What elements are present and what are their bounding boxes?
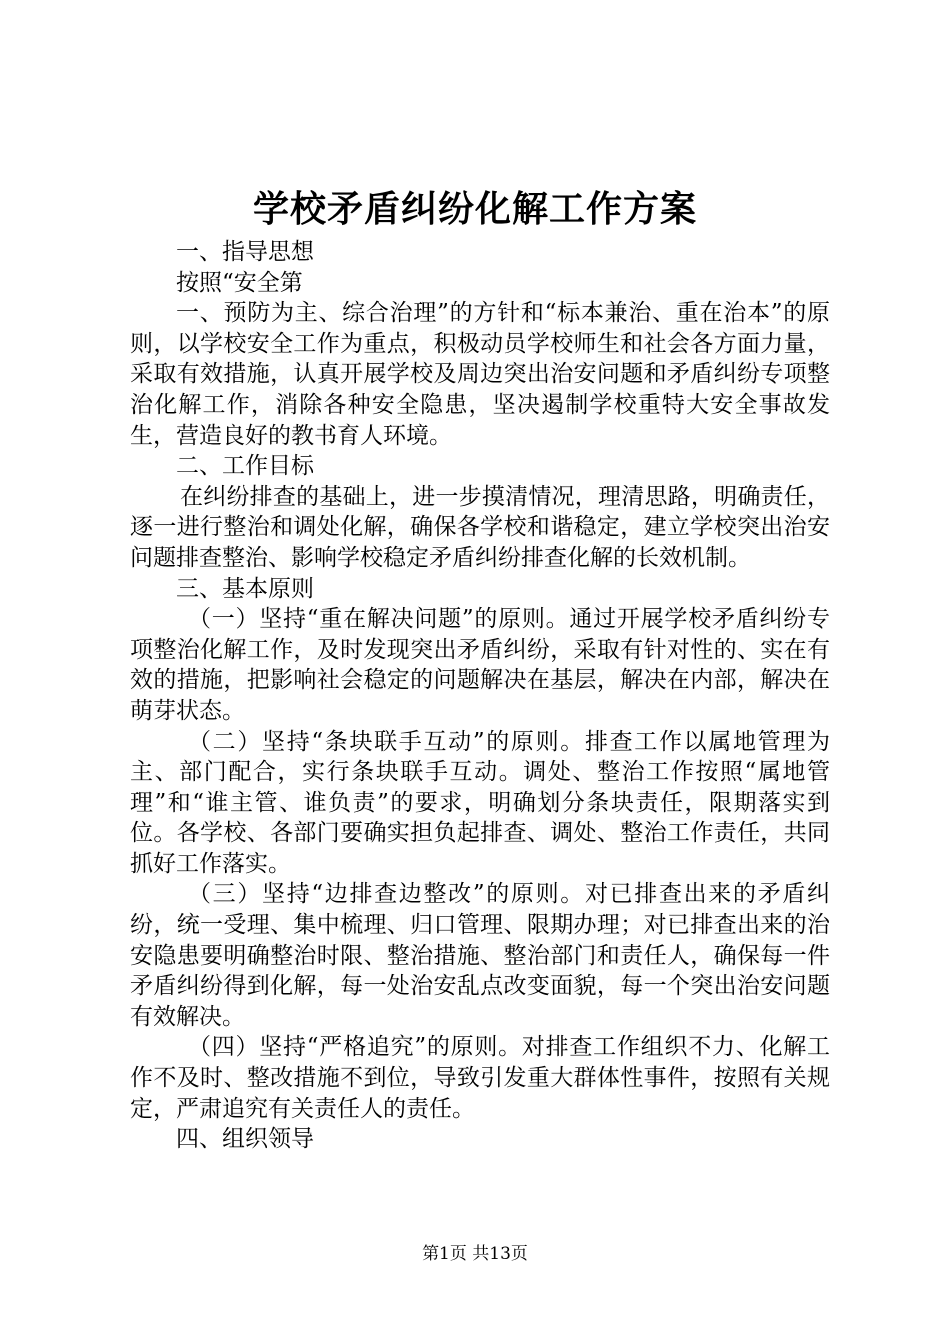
paragraph: （二）坚持“条块联手互动”的原则。排查工作以属地管理为主、部门配合，实行条块联手互动。调处、整治工作按照“属地管理”和“谁主管、谁负责”的要求，明确划分条块责任，限期落实到位。各学校、各部门要确实担负起排查、调处、整治工作责任，共同抓好工作落实。 xyxy=(130,728,830,877)
section-heading-work-goals: 二、工作目标 xyxy=(176,453,314,480)
paragraph: 一、预防为主、综合治理”的方针和“标本兼治、重在治本”的原则，以学校安全工作为重点，积极动员学校师生和社会各方面力量，采取有效措施，认真开展学校及周边突出治安问题和矛盾纠纷专项整治化解工作，消除各种安全隐患，坚决遏制学校重特大安全事故发生，营造良好的教书育人环境。 xyxy=(130,300,830,449)
paragraph: （一）坚持“重在解决问题”的原则。通过开展学校矛盾纠纷专项整治化解工作，及时发现突出矛盾纠纷，采取有针对性的、实在有效的措施，把影响社会稳定的问题解决在基层，解决在内部，解决在萌芽状态。 xyxy=(130,606,830,724)
section-heading-basic-principles: 三、基本原则 xyxy=(176,575,314,602)
section-heading-organization-leadership: 四、组织领导 xyxy=(176,1126,314,1153)
document-body xyxy=(130,237,830,1155)
paragraph: （三）坚持“边排查边整改”的原则。对已排查出来的矛盾纠纷，统一受理、集中梳理、归口管理、限期办理；对已排查出来的治安隐患要明确整治时限、整治措施、整治部门和责任人，确保每一件矛盾纠纷得到化解，每一处治安乱点改变面貌，每一个突出治安问题有效解决。 xyxy=(130,881,830,1030)
document-title: 学校矛盾纠纷化解工作方案 xyxy=(252,188,697,230)
page-number-footer: 第1页 共13页 xyxy=(422,1244,528,1264)
paragraph: 按照“安全第 xyxy=(176,269,303,296)
paragraph: 在纠纷排查的基础上，进一步摸清情况，理清思路，明确责任，逐一进行整治和调处化解，确保各学校和谐稳定，建立学校突出治安问题排查整治、影响学校稳定矛盾纠纷排查化解的长效机制。 xyxy=(130,483,830,571)
section-heading-guiding-ideology: 一、指导思想 xyxy=(176,239,314,265)
paragraph: （四）坚持“严格追究”的原则。对排查工作组织不力、化解工作不及时、整改措施不到位，导致引发重大群体性事件，按照有关规定，严肃追究有关责任人的责任。 xyxy=(130,1034,830,1122)
